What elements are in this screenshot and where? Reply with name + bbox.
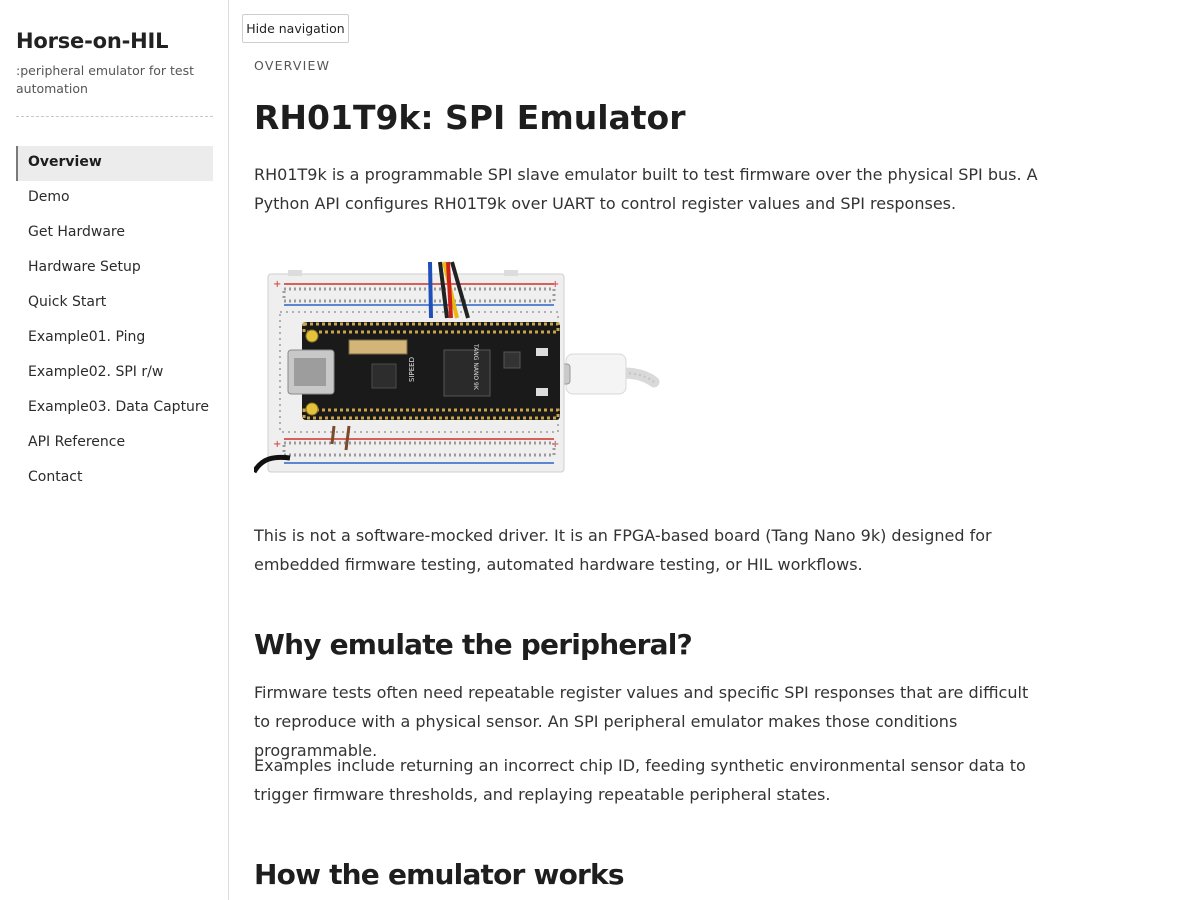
sidebar-divider bbox=[16, 116, 213, 117]
sidebar-item-demo[interactable]: Demo bbox=[28, 189, 70, 205]
section-heading-why: Why emulate the peripheral? bbox=[254, 628, 692, 661]
board-description-paragraph: This is not a software-mocked driver. It is an FPGA-based board (Tang Nano 9k) designed for embedded firmware testing, automated hardware testing, or HIL workflows. bbox=[254, 526, 992, 574]
sidebar-item-example02[interactable]: Example02. SPI r/w bbox=[28, 364, 164, 380]
svg-text:+: + bbox=[273, 439, 282, 450]
site-title[interactable]: Horse-on-HIL bbox=[16, 29, 169, 53]
sidebar-item-overview[interactable]: Overview bbox=[16, 146, 213, 181]
section-eyebrow: OVERVIEW bbox=[254, 58, 331, 73]
hide-navigation-button[interactable]: Hide navigation bbox=[242, 14, 349, 43]
svg-text:+: + bbox=[551, 439, 560, 450]
svg-text:+: + bbox=[273, 279, 282, 290]
intro-paragraph: RH01T9k is a programmable SPI slave emulator built to test firmware over the physical SPI bus. A Python API configures RH01T9k over UART to control register values and SPI responses. bbox=[254, 165, 1038, 213]
sidebar-item-quick-start[interactable]: Quick Start bbox=[28, 294, 107, 310]
sidebar-item-api-reference[interactable]: API Reference bbox=[28, 434, 126, 450]
why-paragraph-2: Examples include returning an incorrect chip ID, feeding synthetic environmental sensor data to trigger firmware thresholds, and replaying repeatable peripheral states. bbox=[254, 756, 1026, 804]
site-tagline: :peripheral emulator for test automation bbox=[16, 63, 194, 96]
sidebar-item-get-hardware[interactable]: Get Hardware bbox=[28, 224, 125, 240]
sidebar bbox=[0, 0, 229, 900]
svg-text:+: + bbox=[551, 279, 560, 290]
why-paragraph-1: Firmware tests often need repeatable register values and specific SPI responses that are difficult to reproduce with a physical sensor. An SPI peripheral emulator makes those conditions programmable. bbox=[254, 683, 1029, 760]
page-title: RH01T9k: SPI Emulator bbox=[254, 98, 686, 137]
board-logo-text: SIPEED bbox=[408, 357, 416, 382]
sidebar-item-contact[interactable]: Contact bbox=[28, 469, 83, 485]
sidebar-nav bbox=[16, 146, 213, 496]
sidebar-item-example03[interactable]: Example03. Data Capture bbox=[28, 399, 209, 415]
sidebar-item-example01[interactable]: Example01. Ping bbox=[28, 329, 146, 345]
section-heading-how: How the emulator works bbox=[254, 858, 624, 891]
hardware-photo bbox=[254, 256, 664, 482]
sidebar-item-hardware-setup[interactable]: Hardware Setup bbox=[28, 259, 141, 275]
board-label-text: TANG NANO 9K bbox=[472, 344, 479, 390]
